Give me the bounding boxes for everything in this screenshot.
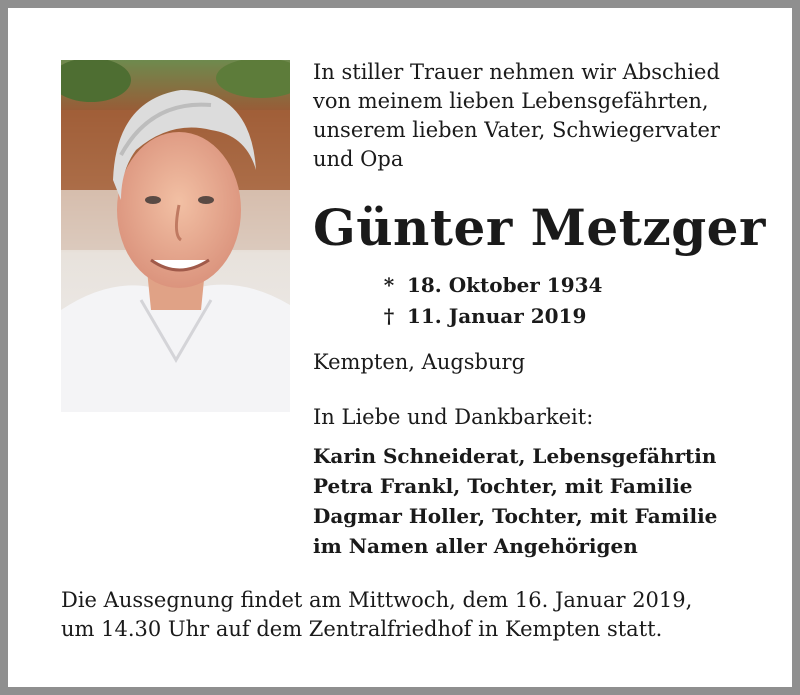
mourners-list [313,441,783,561]
birth-symbol: * [383,273,395,297]
intro-line: und Opa [313,147,404,171]
portrait-illustration [61,60,290,412]
deceased-name: Günter Metzger [313,198,766,257]
obituary-card [8,8,792,687]
service-line: Die Aussegnung findet am Mittwoch, dem 16. Januar 2019, [61,588,693,612]
place: Kempten, Augsburg [313,350,526,374]
portrait-photo [61,60,290,412]
mourner-line: Dagmar Holler, Tochter, mit Familie [313,504,718,528]
dedication: In Liebe und Dankbarkeit: [313,405,594,429]
mourner-line: im Namen aller Angehörigen [313,534,638,558]
mourner-line: Karin Schneiderat, Lebensgefährtin [313,444,717,468]
life-dates [378,270,738,332]
death-symbol: † [383,304,395,328]
service-notice [61,586,781,644]
intro-line: In stiller Trauer nehmen wir Abschied [313,60,720,84]
birth-date: 18. Oktober 1934 [406,273,603,297]
intro-line: von meinem lieben Lebensgefährten, [313,89,709,113]
death-date-row [378,301,738,332]
death-date: 11. Januar 2019 [406,304,587,328]
intro-line: unserem lieben Vater, Schwiegervater [313,118,720,142]
mourner-line: Petra Frankl, Tochter, mit Familie [313,474,693,498]
intro-text [313,58,753,174]
birth-date-row [378,270,738,301]
service-line: um 14.30 Uhr auf dem Zentralfriedhof in Kempten statt. [61,617,663,641]
